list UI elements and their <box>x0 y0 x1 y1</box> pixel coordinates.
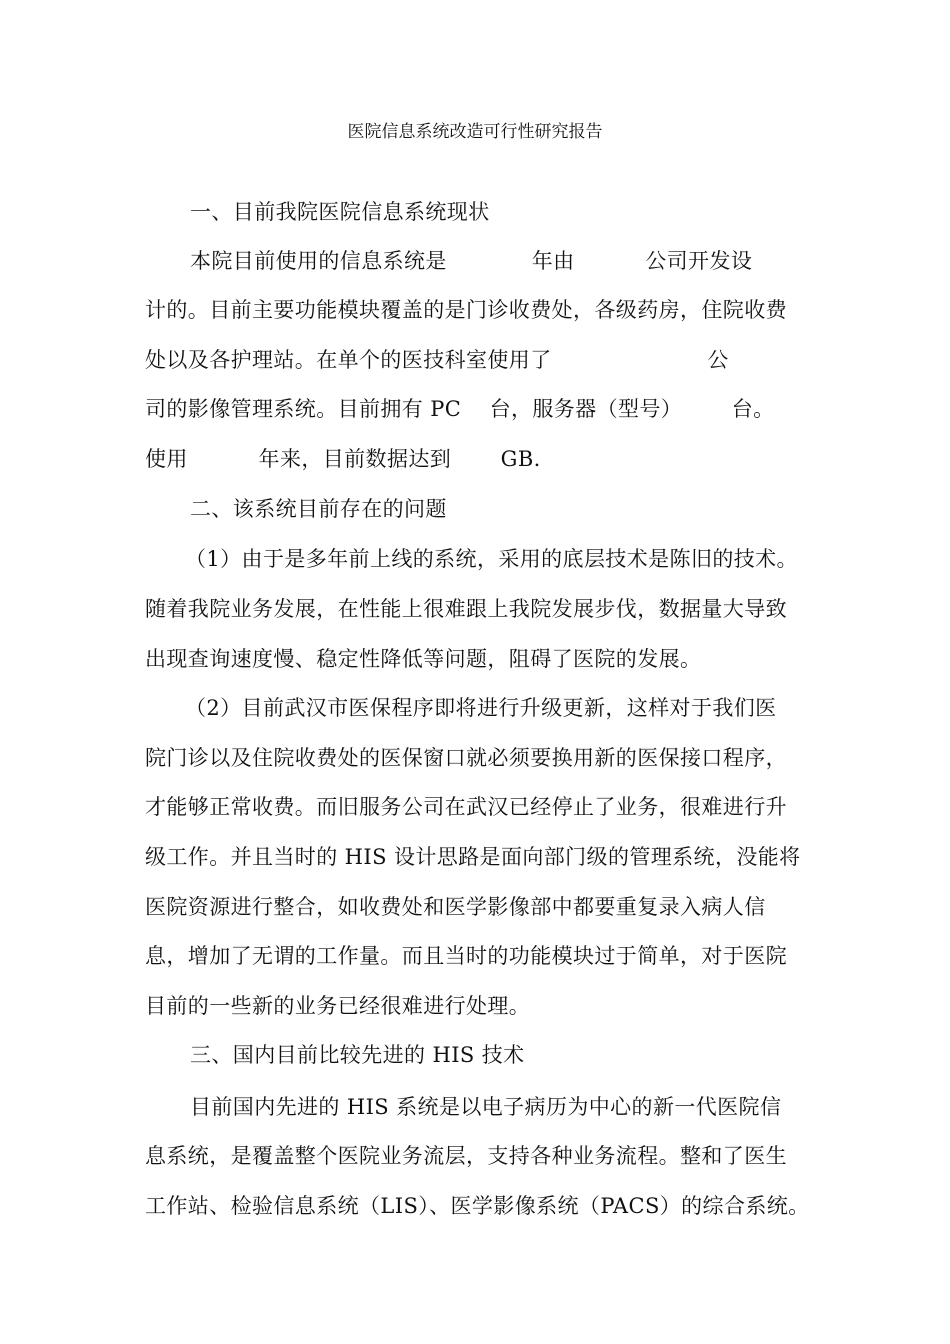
paragraph-line: 目前国内先进的 HIS 系统是以电子病历为中心的新一代医院信 <box>190 1095 782 1119</box>
paragraph-line: 计的。目前主要功能模块覆盖的是门诊收费处，各级药房，住院收费 <box>145 298 787 322</box>
section-heading-1: 一、目前我院医院信息系统现状 <box>190 200 490 224</box>
paragraph-line: 院门诊以及住院收费处的医保窗口就必须要换用新的医保接口程序， <box>145 746 787 770</box>
paragraph-line: 级工作。并且当时的 HIS 设计思路是面向部门级的管理系统，没能将 <box>145 845 801 869</box>
paragraph-line: 息系统，是覆盖整个医院业务流层，支持各种业务流程。整和了医生 <box>145 1144 787 1168</box>
paragraph-line: 医院资源进行整合，如收费处和医学影像部中都要重复录入病人信 <box>145 895 766 919</box>
paragraph-line: 本院目前使用的信息系统是 年由 公司开发设 <box>190 249 753 273</box>
paragraph-line: 司的影像管理系统。目前拥有 PC 台，服务器（型号） 台。 <box>145 397 775 421</box>
paragraph-line: 出现查询速度慢、稳定性降低等问题，阻碍了医院的发展。 <box>145 647 702 671</box>
paragraph-line: 工作站、检验信息系统（LIS）、医学影像系统（PACS）的综合系统。 <box>145 1194 810 1218</box>
paragraph-line: 才能够正常收费。而旧服务公司在武汉已经停止了业务，很难进行升 <box>145 795 787 819</box>
section-heading-3: 三、国内目前比较先进的 HIS 技术 <box>190 1043 525 1067</box>
paragraph-line: 使用 年来，目前数据达到 GB. <box>145 447 541 471</box>
paragraph-line: （2）目前武汉市医保程序即将进行升级更新，这样对于我们医 <box>185 696 777 720</box>
paragraph-line: （1）由于是多年前上线的系统，采用的底层技术是陈旧的技术。 <box>185 547 798 571</box>
paragraph-line: 目前的一些新的业务已经很难进行处理。 <box>145 994 531 1018</box>
paragraph-line: 处以及各护理站。在单个的医技科室使用了 公 <box>145 348 729 372</box>
paragraph-line: 息，增加了无谓的工作量。而且当时的功能模块过于简单，对于医院 <box>145 944 787 968</box>
paragraph-line: 随着我院业务发展，在性能上很难跟上我院发展步伐，数据量大导致 <box>145 597 787 621</box>
section-heading-2: 二、该系统目前存在的问题 <box>190 497 447 521</box>
document-title: 医院信息系统改造可行性研究报告 <box>347 122 603 142</box>
